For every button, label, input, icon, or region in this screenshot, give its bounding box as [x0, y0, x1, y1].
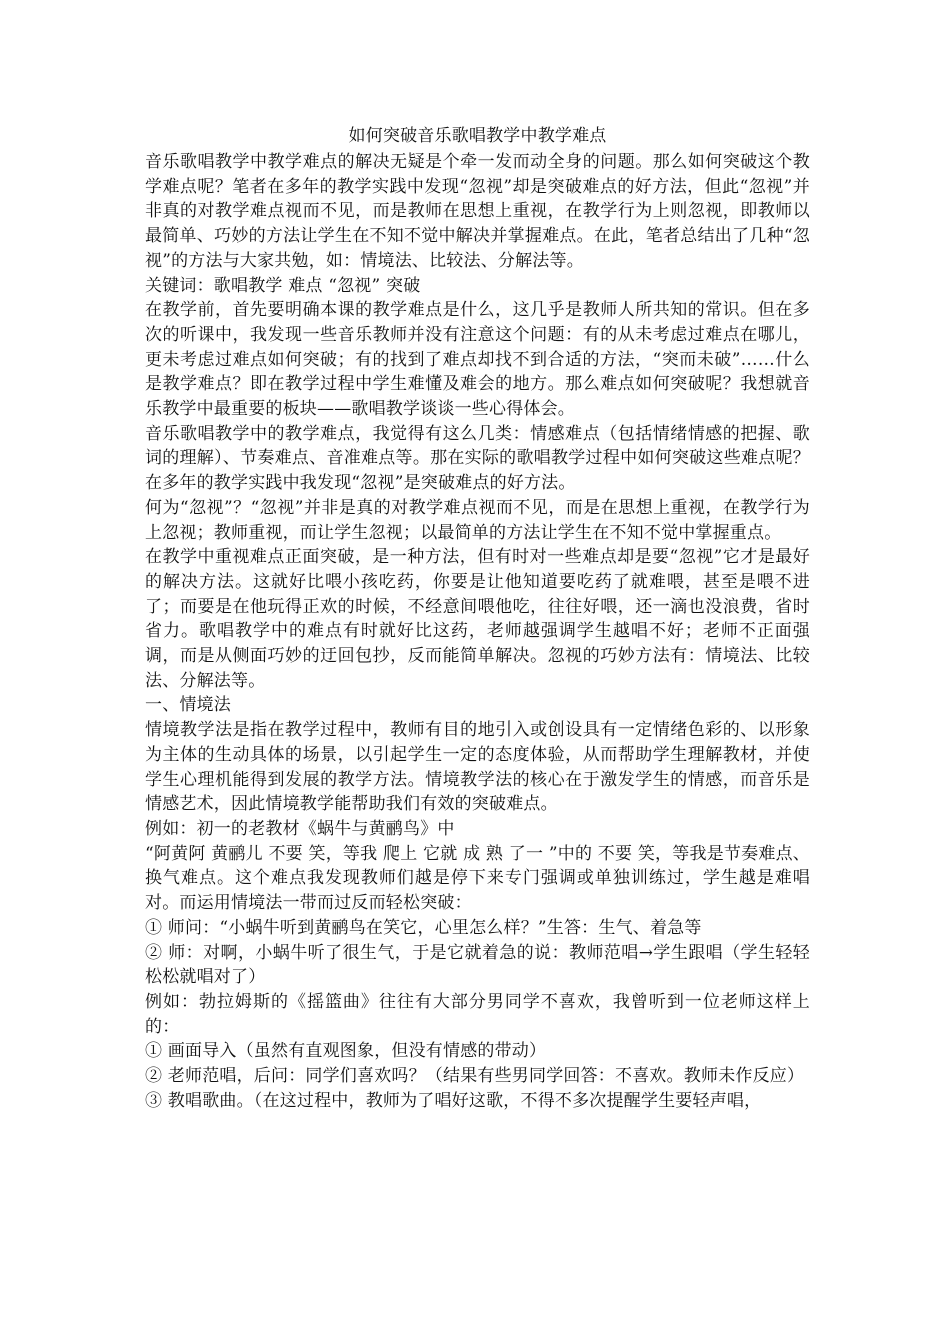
list-item-snail-2: ② 师：对啊，小蜗牛听了很生气，于是它就着急的说：教师范唱→学生跟唱（学生轻轻松松就唱对了） [145, 942, 810, 988]
list-item-snail-1: ① 师问：“小蜗牛听到黄鹂鸟在笑它，心里怎么样？”生答：生气、着急等 [145, 917, 702, 938]
paragraph-keywords: 关键词：歌唱教学 难点 “忽视” 突破 [145, 275, 421, 296]
paragraph-situation-definition: 情境教学法是指在教学过程中，教师有目的地引入或创设具有一定情绪色彩的、以形象为主体的生动具体的场景，以引起学生一定的态度体验，从而帮助学生理解教材，并使学生心理机能得到发展的教学方法。情境教学法的核心在于激发学生的情感，而音乐是情感艺术，因此情境教学能帮助我们有效的突破难点。 [145, 720, 810, 815]
paragraph-abstract: 音乐歌唱教学中教学难点的解决无疑是个牵一发而动全身的问题。那么如何突破这个教学难点呢？笔者在多年的教学实践中发现“忽视”却是突破难点的好方法，但此“忽视”并非真的对教学难点视而不见，而是教师在思想上重视，在教学行为上则忽视，即教师以最简单、巧妙的方法让学生在不知不觉中解决并掌握难点。在此，笔者总结出了几种“忽视”的方法与大家共勉，如：情境法、比较法、分解法等。 [145, 152, 810, 271]
paragraph-difficulty-types: 音乐歌唱教学中的教学难点，我觉得有这么几类：情感难点（包括情绪情感的把握、歌词的理解）、节奏难点、音准难点等。那在实际的歌唱教学过程中如何突破这些难点呢？在多年的教学实践中我发现“忽视”是突破难点的好方法。 [145, 423, 810, 494]
list-item-lullaby-3: ③ 教唱歌曲。（在这过程中，教师为了唱好这歌，不得不多次提醒学生要轻声唱， [145, 1090, 762, 1111]
paragraph-snail-lyrics: “阿黄阿 黄鹂儿 不要 笑，等我 爬上 它就 成 熟 了一 ”中的 不要 笑，等我是节奏难点、换气难点。这个难点我发现教师们越是停下来专门强调或单独训练过，学生越是难唱对。而运用情境法一带而过反而轻松突破： [145, 843, 810, 914]
paragraph-example-lullaby: 例如：勃拉姆斯的《摇篮曲》往往有大部分男同学不喜欢，我曾听到一位老师这样上的： [145, 991, 810, 1037]
list-item-lullaby-1: ① 画面导入（虽然有直观图象，但没有情感的带动） [145, 1041, 547, 1062]
section-heading-situation-method: 一、情境法 [145, 695, 231, 716]
list-item-lullaby-2: ② 老师范唱，后问：同学们喜欢吗？（结果有些男同学回答：不喜欢。教师未作反应） [145, 1066, 805, 1087]
paragraph-medicine-analogy: 在教学中重视难点正面突破，是一种方法，但有时对一些难点却是要“忽视”它才是最好的解决方法。这就好比喂小孩吃药，你要是让他知道要吃药了就难喂，甚至是喂不进了；而要是在他玩得正欢的时候，不经意间喂他吃，往往好喂，还一滴也没浪费，省时省力。歌唱教学中的难点有时就好比这药，老师越强调学生越唱不好；老师不正面强调，而是从侧面巧妙的迂回包抄，反而能简单解决。忽视的巧妙方法有：情境法、比较法、分解法等。 [145, 547, 810, 691]
paragraph-what-is-ignore: 何为“忽视”？“忽视”并非是真的对教学难点视而不见，而是在思想上重视，在教学行为上忽视；教师重视，而让学生忽视；以最简单的方法让学生在不知不觉中掌握重点。 [145, 497, 810, 543]
document-title: 如何突破音乐歌唱教学中教学难点 [348, 126, 607, 146]
paragraph-example-snail: 例如：初一的老教材《蜗牛与黄鹂鸟》中 [145, 818, 455, 839]
paragraph-intro: 在教学前，首先要明确本课的教学难点是什么，这几乎是教师人所共知的常识。但在多次的听课中，我发现一些音乐教师并没有注意这个问题：有的从未考虑过难点在哪儿，更未考虑过难点如何突破；有的找到了难点却找不到合适的方法，“突而未破”……什么是教学难点？即在教学过程中学生难懂及难会的地方。那么难点如何突破呢？我想就音乐教学中最重要的板块——歌唱教学谈谈一些心得体会。 [145, 300, 810, 420]
document-page [145, 122, 810, 1113]
